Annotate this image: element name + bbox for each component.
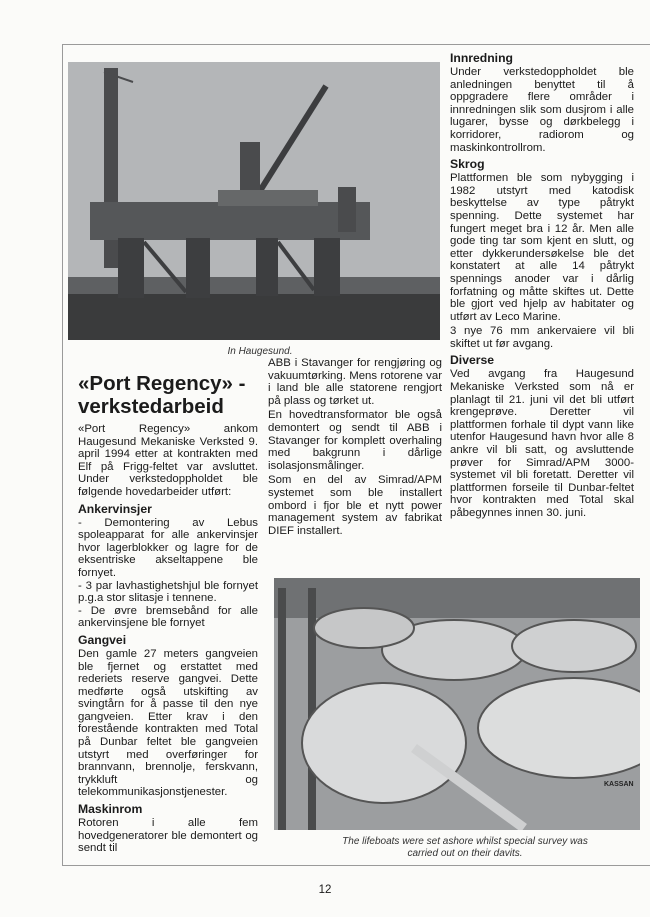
lifeboats-photo-caption: The lifeboats were set ashore whilst special survey was carried out on their davits. — [342, 836, 588, 859]
article-title: «Port Regency» - verkstedarbeid — [78, 372, 246, 418]
heading-maskinrom: Maskinrom — [78, 802, 143, 817]
heading-ankervinsjer: Ankervinsjer — [78, 501, 152, 516]
column-1 — [78, 423, 258, 857]
column-2-paragraph: Som en del av Simrad/APM systemet som ble installert ombord i fjor ble et nytt power management system av fabrikat DIEF installert. — [268, 474, 442, 537]
skrog-paragraph-2: 3 nye 76 mm ankervaiere vil bli skiftet ut før avgang. — [450, 325, 634, 350]
innredning-paragraph: Under verkstedoppholdet ble anledningen benyttet til å oppgradere flere områder i innredningen slik som dusjrom i alle lugarer, bysse og dørkbelegg i korridorer, radiorom og maskinkontrollrom. — [450, 66, 634, 154]
platform-photo-caption: In Haugesund. — [227, 346, 293, 357]
page-number: 12 — [318, 884, 332, 896]
heading-skrog: Skrog — [450, 157, 485, 172]
heading-diverse: Diverse — [450, 353, 495, 368]
platform-photo — [68, 62, 440, 340]
list-item: - De øvre bremsebånd for alle ankervinsjene ble fornyet — [78, 604, 258, 630]
heading-innredning: Innredning — [450, 51, 513, 65]
list-item: - 3 par lavhastighetshjul ble fornyet p.g.a stor slitasje i tennene. — [78, 579, 258, 605]
gangvei-paragraph: Den gamle 27 meters gangveien ble fjernet og erstattet med rederiets reserve gangvei. Dette medførte også utskifting av svingtårn for å passe til den nye gangveien. Etter krav i den forestående kontrakten med Total på Dunbar feltet ble gangveien utstyrt med overføringer for brannvann, brennolje, ferskvann, trykkluft og telekommunikasjonstjenester. — [78, 647, 258, 799]
skrog-paragraph: Plattformen ble som nybygging i 1982 utstyrt med katodisk beskyttelse av type påtrykt spenning. Dette systemet har fungert meget bra i 12 år. Men alle gode ting tar som kjent en slutt, og etter dykkerundersøkelse ble det konstatert at alle 14 påtrykt spennings anoder var i dårlig forfatning og måtte skiftes ut. Dette ble gjort ved hjelp av habitater og utført av Leco Marine. — [450, 172, 634, 323]
column-2-paragraph: En hovedtransformator ble også demontert og sendt til ABB i Stavanger for komplett overhaling med bakgrunn i dårlige isolasjonsmålinger. — [268, 409, 442, 472]
heading-gangvei: Gangvei — [78, 632, 127, 647]
maskinrom-paragraph: Rotoren i alle fem hovedgeneratorer ble demontert og sendt til — [78, 817, 258, 855]
column-2-paragraph: ABB i Stavanger for rengjøring og vakuumtørking. Mens rotorene var i land ble alle statorene rengjort på plass og tørket ut. — [268, 357, 442, 407]
boat-label: KASSAN — [604, 781, 634, 788]
column-2 — [268, 357, 442, 539]
list-item: - Demontering av Lebus spoleapparat for alle ankervinsjer hvor lagerblokker og lagre for de eksentriske akseltappene ble fornyet. — [78, 516, 258, 579]
intro-paragraph: «Port Regency» ankom Haugesund Mekaniske Verksted 9. april 1994 etter at kontrakten med Elf på Frigg-feltet var avsluttet. Under verkstedoppholdet ble følgende hovedarbeider utført: — [78, 423, 258, 498]
column-3 — [450, 48, 634, 522]
diverse-paragraph: Ved avgang fra Haugesund Mekaniske Verksted som nå er planlagt til 21. juni vil det bli utført krengeprøve. Deretter vil plattformen forhale til dypt vann like utenfor Haugesund havn hvor alle 8 ankre vil bli satt, og avsluttende prøver for Simrad/APM 3000-systemet vil bli foretatt. Deretter vil plattformen forseile til Dunbar-feltet hvor kontrakten med Total skal påbegynnes innen 30. juni. — [450, 368, 634, 519]
lifeboats-photo — [274, 578, 640, 830]
